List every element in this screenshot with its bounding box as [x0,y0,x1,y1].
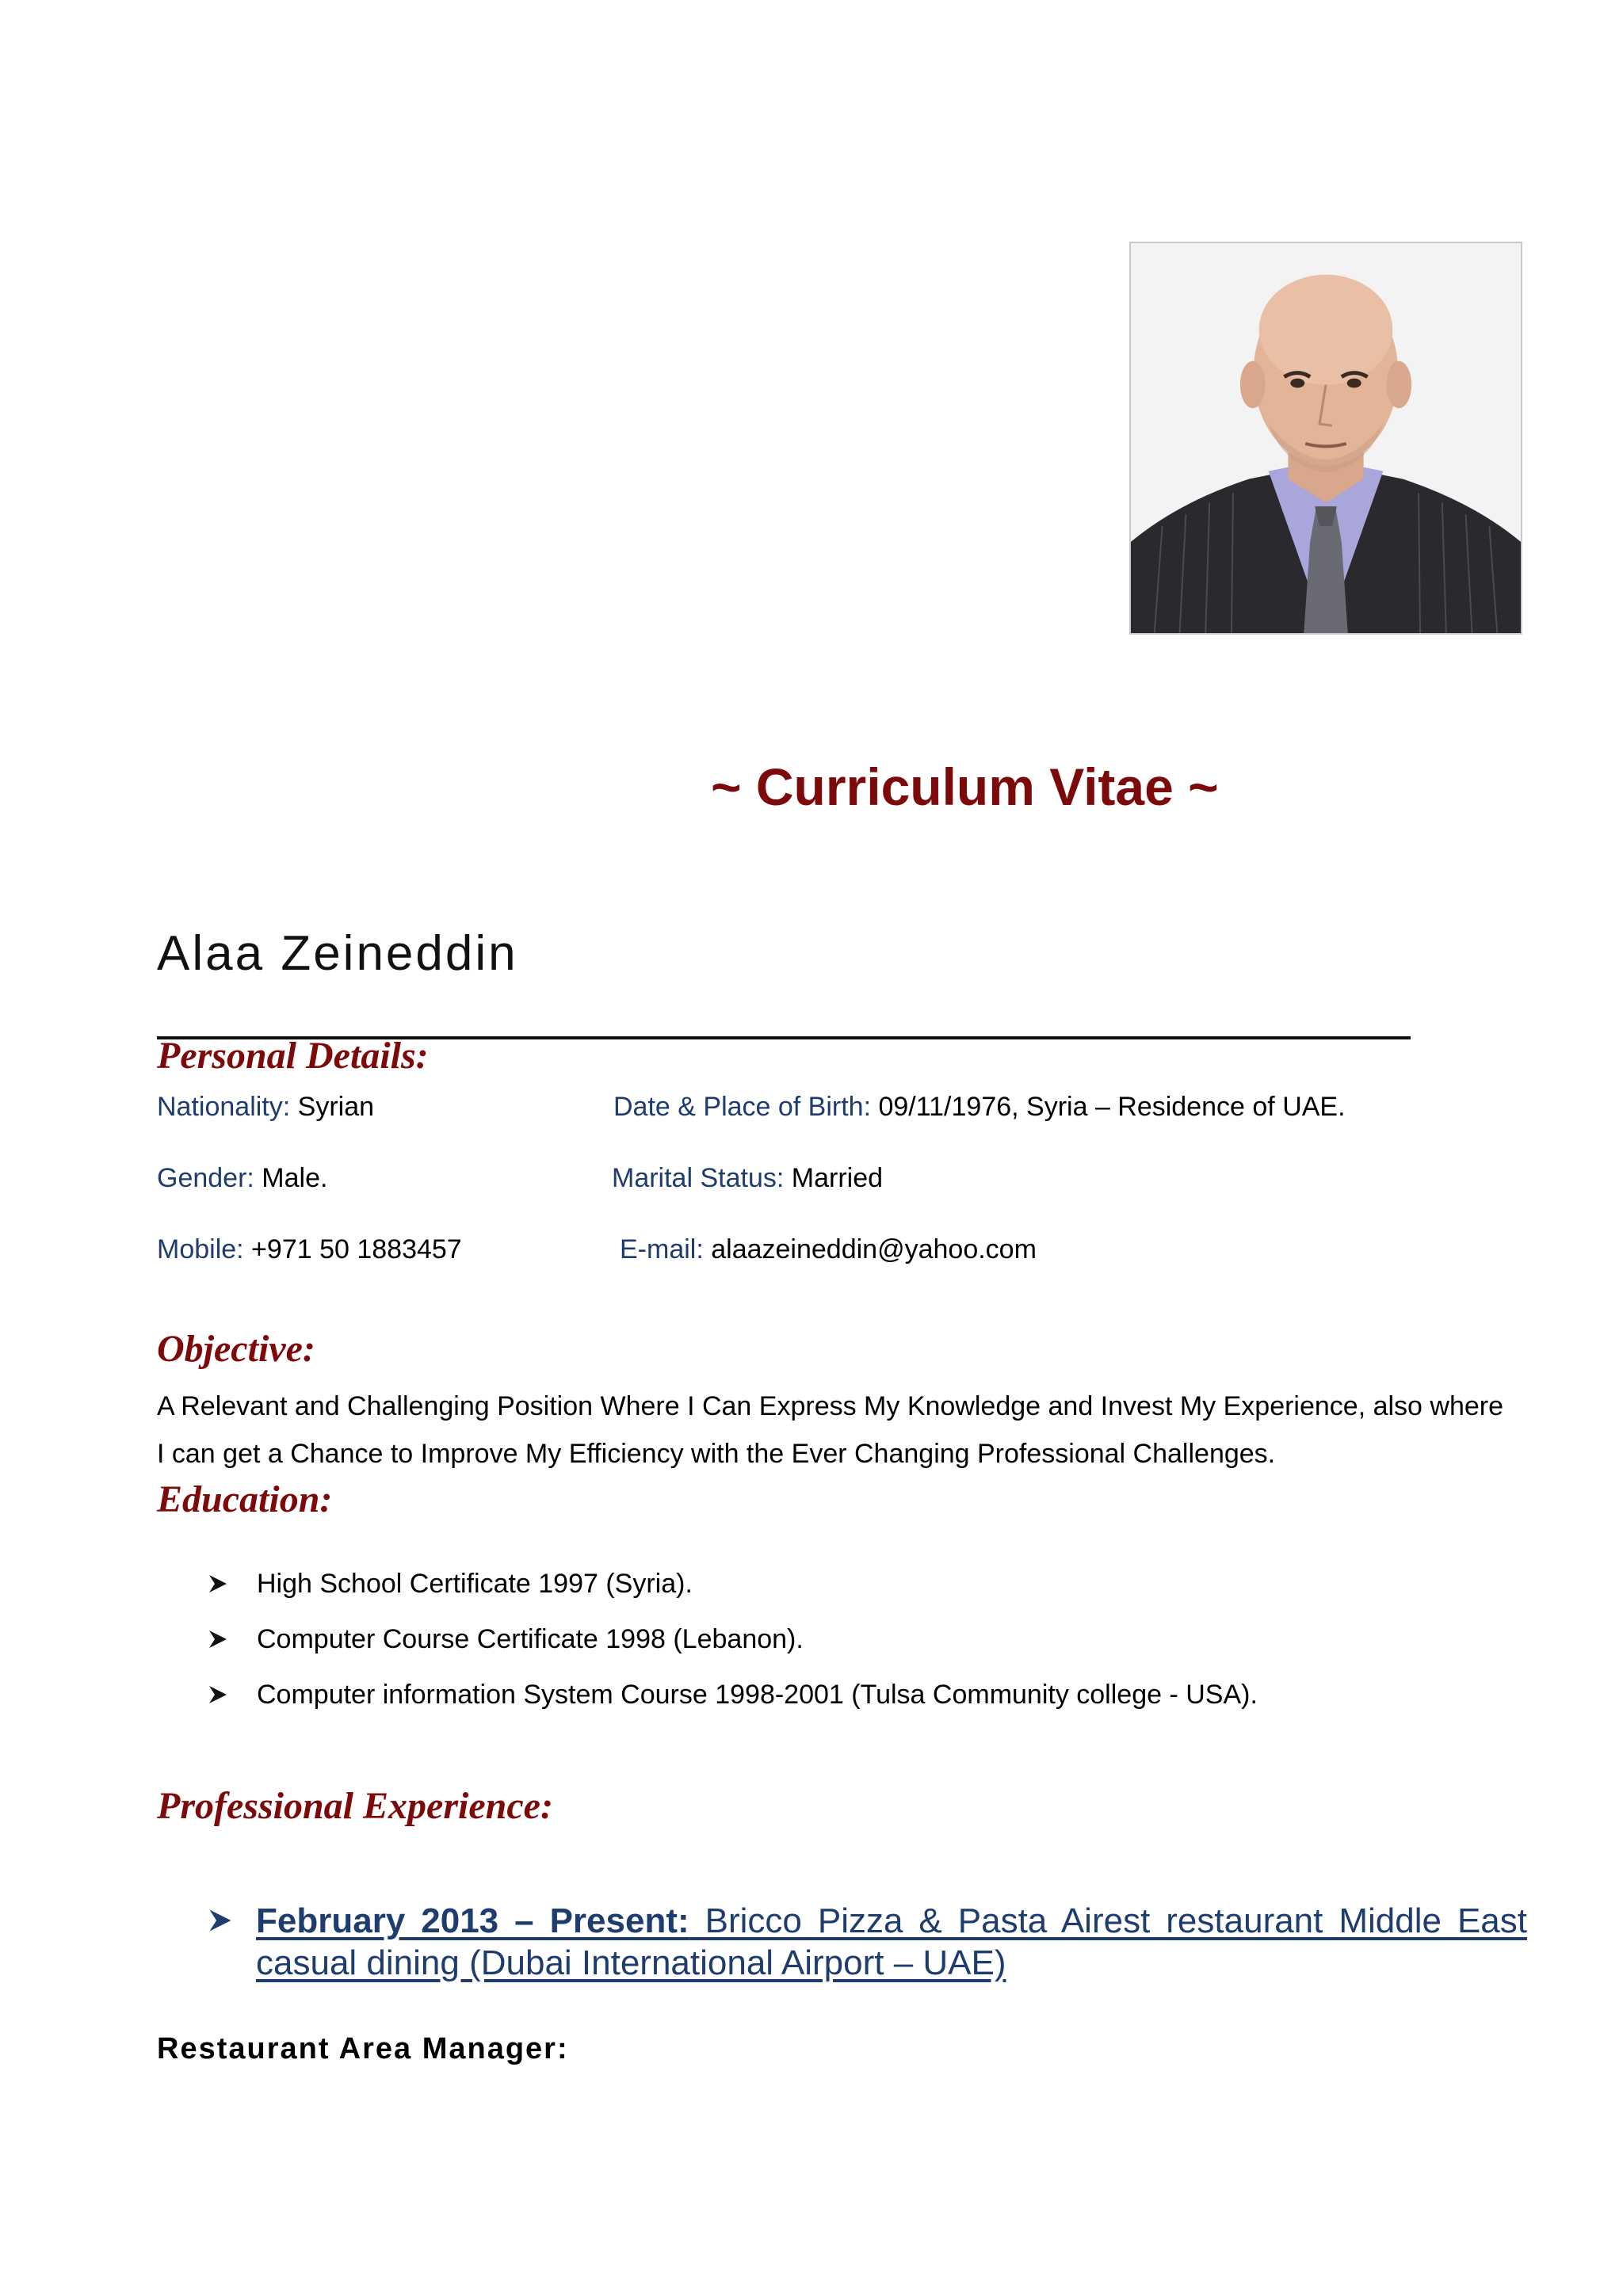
email-label: E-mail: [620,1234,704,1264]
list-item [208,1680,1258,1711]
gender-value: Male. [254,1163,328,1193]
email-value[interactable]: alaazeineddin@yahoo.com [703,1234,1037,1264]
education-heading: Education: [157,1478,333,1520]
arrow-bullet-icon [208,1629,228,1650]
experience-heading: Professional Experience: [157,1785,553,1827]
education-item-text: Computer information System Course 1998-2001 (Tulsa Community college - USA). [257,1680,1258,1710]
marital-field [612,1163,883,1194]
gender-label: Gender: [157,1163,254,1193]
birth-field [613,1092,1346,1123]
nationality-value: Syrian [290,1092,375,1122]
experience-period: February 2013 – Present: [256,1901,689,1940]
objective-heading: Objective: [157,1328,315,1370]
list-item [208,1624,804,1655]
mobile-value: +971 50 1883457 [243,1234,462,1264]
document-title: ~ Curriculum Vitae ~ [711,757,1219,816]
nationality-field [157,1092,374,1123]
experience-employer: Bricco Pizza & Pasta Airest restaurant Middle East casual dining (Dubai International Airport – UAE) [256,1901,1527,1982]
profile-photo [1129,242,1522,635]
education-item-text: High School Certificate 1997 (Syria). [257,1569,693,1599]
experience-role: Restaurant Area Manager: [157,2032,569,2065]
birth-label: Date & Place of Birth: [613,1092,872,1122]
arrow-bullet-icon [208,1908,233,1933]
birth-value: 09/11/1976, Syria – Residence of UAE. [871,1092,1346,1122]
arrow-bullet-icon [208,1684,228,1705]
candidate-name [157,927,1411,1039]
arrow-bullet-icon [208,1573,228,1594]
marital-label: Marital Status: [612,1163,785,1193]
personal-details-heading: Personal Details: [157,1035,429,1077]
objective-text [157,1383,1528,1478]
experience-summary [256,1900,1527,1984]
mobile-label: Mobile: [157,1234,244,1264]
nationality-label: Nationality: [157,1092,291,1122]
email-field [620,1234,1037,1265]
marital-value: Married [784,1163,884,1193]
list-item [208,1569,693,1600]
gender-field [157,1163,327,1194]
objective-line-2: I can get a Chance to Improve My Efficiency with the Ever Changing Professional Challenges. [157,1439,1276,1469]
name-text: Alaa Zeineddin [157,926,518,981]
education-item-text: Computer Course Certificate 1998 (Lebanon). [257,1624,804,1654]
objective-line-1: A Relevant and Challenging Position Where I Can Express My Knowledge and Invest My Experience, also where [157,1391,1504,1421]
mobile-field [157,1234,462,1265]
